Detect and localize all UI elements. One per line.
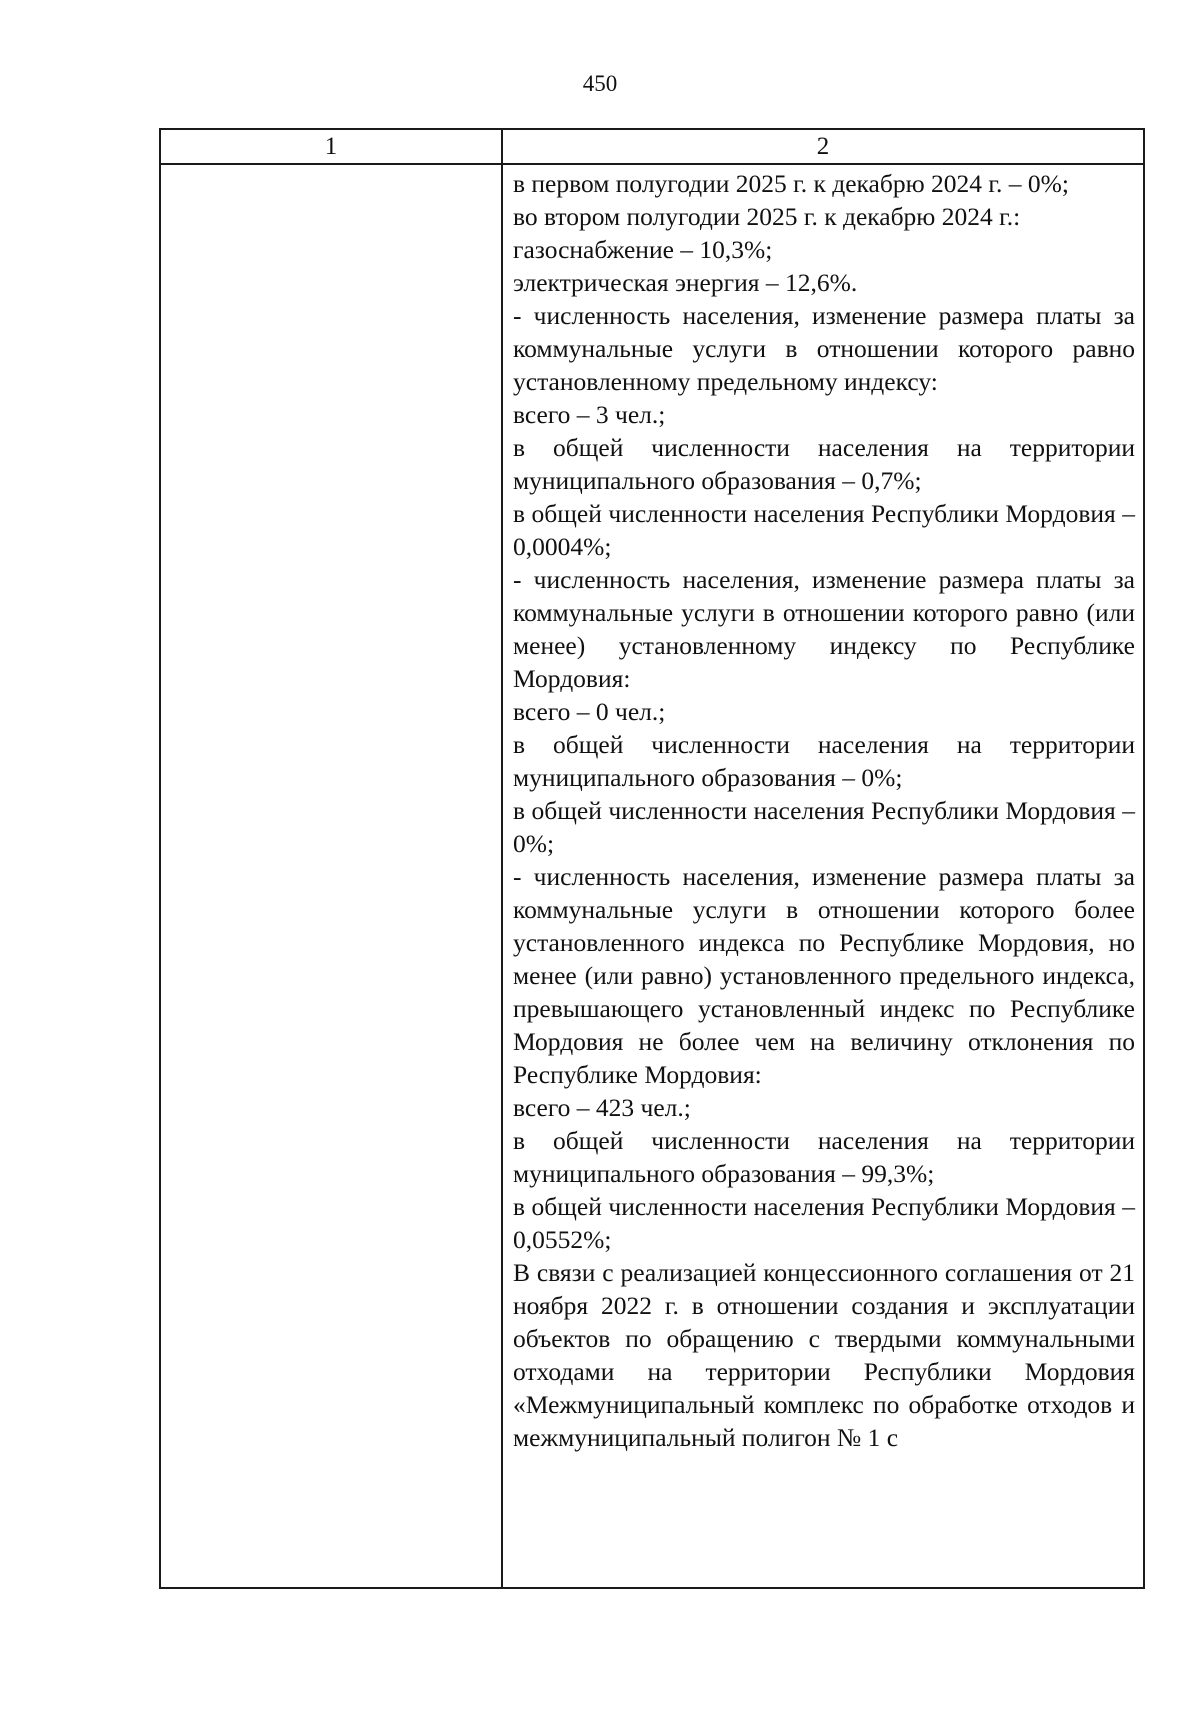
paragraph: - численность населения, изменение размера платы за коммунальные услуги в отношении которого равно установленному предельному индексу: bbox=[513, 301, 1135, 396]
document-table bbox=[159, 128, 1145, 1589]
column-1-text bbox=[161, 165, 501, 167]
paragraph: электрическая энергия – 12,6%. bbox=[513, 268, 858, 297]
page-number: 450 bbox=[582, 71, 618, 96]
column-2-cell bbox=[502, 164, 1144, 1588]
paragraph: В связи с реализацией концессионного соглашения от 21 ноября 2022 г. в отношении создания и эксплуатации объектов по обращению с твердыми коммунальными отходами на территории Республики Мордовия «Межмуниципальный комплекс по обработке отходов и межмуниципальный полигон № 1 с bbox=[513, 1258, 1135, 1452]
paragraph: - численность населения, изменение размера платы за коммунальные услуги в отношении которого равно (или менее) установленному индексу по Республике Мордовия: bbox=[513, 565, 1135, 693]
paragraph: газоснабжение – 10,3%; bbox=[513, 235, 773, 264]
paragraph: в общей численности населения Республики Мордовия – 0%; bbox=[513, 796, 1135, 858]
paragraph: в общей численности населения Республики Мордовия – 0,0004%; bbox=[513, 499, 1135, 561]
table-row bbox=[160, 164, 1144, 1588]
paragraph: в общей численности населения на территории муниципального образования – 99,3%; bbox=[513, 1126, 1135, 1188]
column-2-text bbox=[503, 165, 1143, 1454]
paragraph: во втором полугодии 2025 г. к декабрю 2024 г.: bbox=[513, 202, 1021, 231]
paragraph: всего – 0 чел.; bbox=[513, 697, 666, 726]
paragraph: - численность населения, изменение размера платы за коммунальные услуги в отношении которого более установленного индекса по Республике Мордовия, но менее (или равно) установленного предельного индекса, превышающего установленный индекс по Республике Мордовия не более чем на величину отклонения по Республике Мордовия: bbox=[513, 862, 1135, 1089]
paragraph: в общей численности населения на территории муниципального образования – 0,7%; bbox=[513, 433, 1135, 495]
paragraph: в общей численности населения на территории муниципального образования – 0%; bbox=[513, 730, 1135, 792]
table-header-row bbox=[160, 129, 1144, 164]
paragraph: в первом полугодии 2025 г. к декабрю 2024 г. – 0%; bbox=[513, 169, 1069, 198]
paragraph: всего – 423 чел.; bbox=[513, 1093, 691, 1122]
paragraph: всего – 3 чел.; bbox=[513, 400, 666, 429]
paragraph: в общей численности населения Республики Мордовия – 0,0552%; bbox=[513, 1192, 1135, 1254]
column-2-header: 2 bbox=[502, 129, 1144, 164]
column-1-cell bbox=[160, 164, 502, 1588]
column-1-header: 1 bbox=[160, 129, 502, 164]
